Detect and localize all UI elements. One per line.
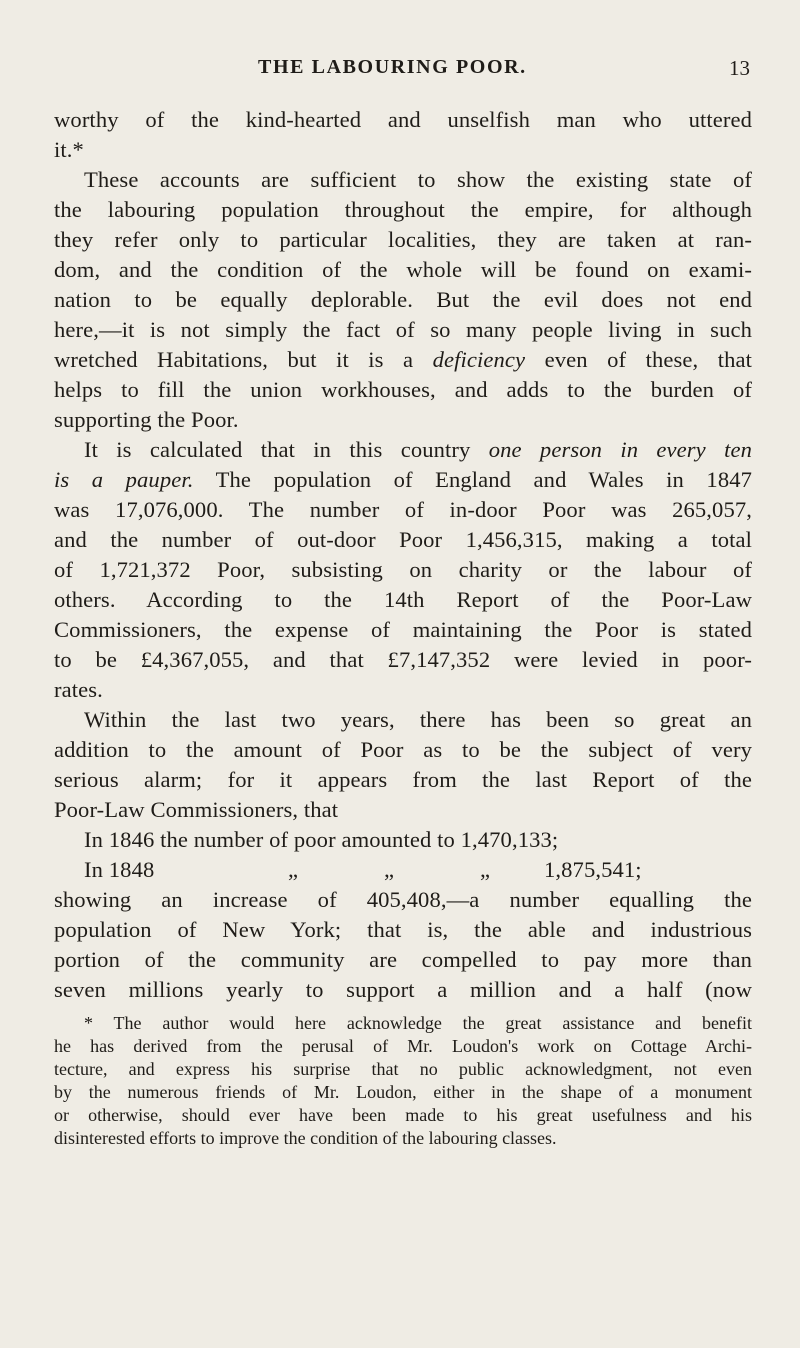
text-run: even of these, that [544,347,752,372]
footnote-line: he has derived from the perusal of Mr. Loudon's work on Cottage Archi- [54,1036,752,1056]
text-line: supporting the Poor. [54,407,239,432]
text-run: wretched Habitations, but it is a [54,347,414,372]
footnote-line: * The author would here acknowledge the great assistance and benefit [84,1013,752,1033]
footnote-line: or otherwise, should ever have been made to his great usefulness and his [54,1105,752,1125]
statistics-year: In 1848 [84,857,155,882]
footnote-line: by the numerous friends of Mr. Loudon, either in the shape of a monument [54,1082,752,1102]
paragraph-start-line [54,435,752,465]
text-line: they refer only to particular localities, they are taken at ran- [54,227,752,252]
text-line: to be £4,367,055, and that £7,147,352 were levied in poor- [54,647,752,672]
page-header [0,56,800,86]
text-line: rates. [54,677,103,702]
text-line: population of New York; that is, the able and industrious [54,917,752,942]
text-line: Commissioners, the expense of maintaining the Poor is stated [54,617,752,642]
text-line: dom, and the condition of the whole will be found on exami- [54,257,752,282]
text-line: showing an increase of 405,408,—a number equalling the [54,887,752,912]
text-line: others. According to the 14th Report of the Poor-Law [54,587,752,612]
main-text [54,105,752,1005]
text-line: portion of the community are compelled to pay more than [54,947,752,972]
text-run: The population of England and Wales in 1847 [215,467,753,492]
paragraph-start-line: Within the last two years, there has been so great an [84,707,752,732]
text-line: worthy of the kind-hearted and unselfish man who uttered [54,107,752,132]
text-line: and the number of out-door Poor 1,456,315, making a total [54,527,752,552]
text-line: addition to the amount of Poor as to be the subject of very [54,737,752,762]
statistics-line-1846: In 1846 the number of poor amounted to 1,470,133; [84,827,559,852]
statistics-value: 1,875,541; [544,857,642,882]
footnote [54,1012,752,1150]
text-line: was 17,076,000. The number of in-door Poor was 265,057, [54,497,752,522]
page-number: 13 [729,56,750,80]
ditto-mark: „ [480,857,491,882]
text-line [54,465,752,495]
emphasized-text: is a pauper. [54,467,194,492]
text-line: here,—it is not simply the fact of so many people living in such [54,317,752,342]
text-line: Poor-Law Commissioners, that [54,797,339,822]
text-line [54,345,752,375]
text-line: helps to fill the union workhouses, and adds to the burden of [54,377,752,402]
text-line: nation to be equally deplorable. But the evil does not end [54,287,752,312]
running-title: THE LABOURING POOR. [258,56,527,78]
text-line: seven millions yearly to support a million and a half (now [54,977,752,1002]
text-line: the labouring population throughout the empire, for although [54,197,752,222]
footnote-line: tecture, and express his surprise that no public acknowledgment, not even [54,1059,752,1079]
text-line: of 1,721,372 Poor, subsisting on charity or the labour of [54,557,752,582]
text-run: It is calculated that in this country [84,437,471,462]
text-line: serious alarm; for it appears from the last Report of the [54,767,752,792]
ditto-mark: „ [288,857,299,882]
text-line: it.* [54,137,84,162]
footnote-line: disinterested efforts to improve the condition of the labouring classes. [54,1128,557,1148]
paragraph-start-line: These accounts are sufficient to show the existing state of [84,167,752,192]
ditto-mark: „ [384,857,395,882]
statistics-line-1848 [54,855,752,885]
emphasized-text: deficiency [432,347,526,372]
emphasized-text: one person in every ten [488,437,752,462]
